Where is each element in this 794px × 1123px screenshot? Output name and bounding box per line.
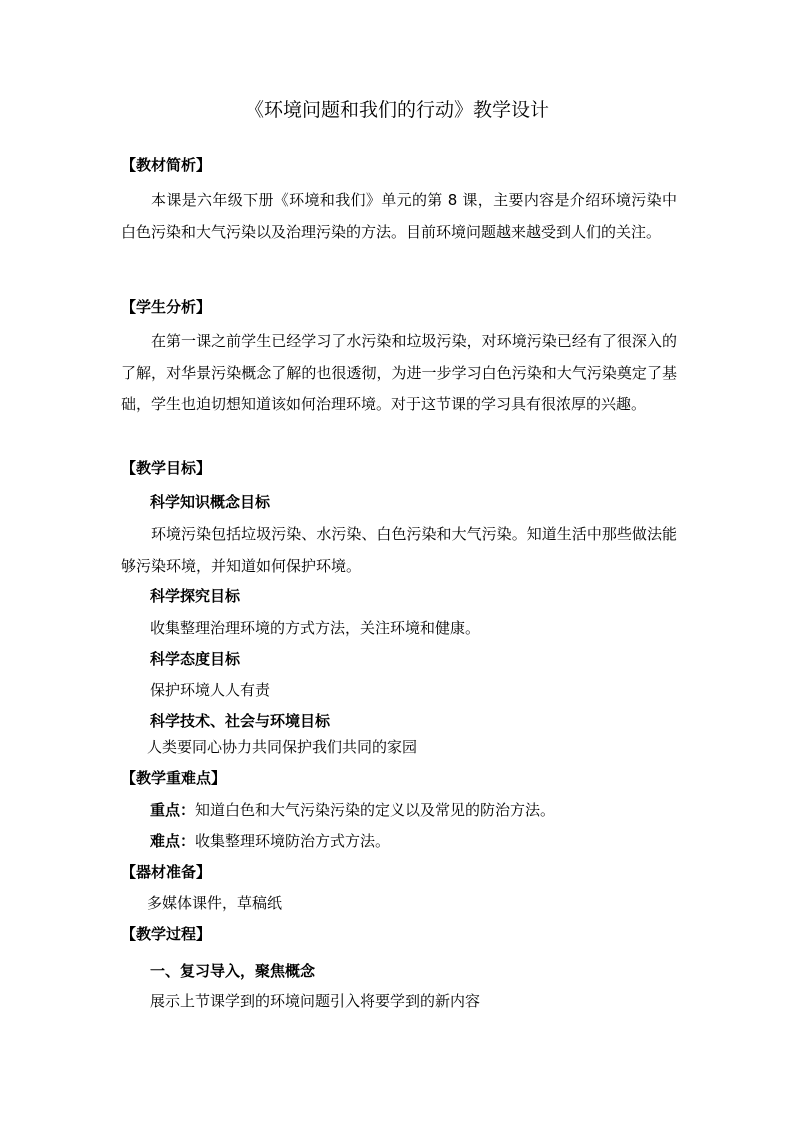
textbook-analysis-paragraph: 本课是六年级下册《环境和我们》单元的第 8 课，主要内容是介绍环境污染中白色污染和大气污染以及治理污染的方法。目前环境问题越来越受到人们的关注。	[121, 191, 677, 241]
key-point-text: 知道白色和大气污染污染的定义以及常见的防治方法。	[195, 801, 556, 819]
attitude-goal-text: 保护环境人人有责	[150, 681, 271, 699]
key-point-line	[150, 800, 555, 820]
textbook-analysis-heading: 【教材简析】	[121, 156, 212, 174]
knowledge-goal-title: 科学知识概念目标	[150, 493, 271, 511]
student-analysis-paragraph: 在第一课之前学生已经学习了水污染和垃圾污染，对环境污染已经有了很深入的了解，对华景污染概念了解的也很透彻，为进一步学习白色污染和大气污染奠定了基础，学生也迫切想知道该如何治理环境。对于这节课的学习具有很浓厚的兴趣。	[121, 332, 677, 413]
inquiry-goal-title: 科学探究目标	[150, 587, 241, 605]
materials-text: 多媒体课件，草稿纸	[147, 894, 283, 912]
key-difficult-heading: 【教学重难点】	[121, 769, 227, 787]
student-analysis-heading: 【学生分析】	[121, 298, 212, 316]
stse-goal-text: 人类要同心协力共同保护我们共同的家园	[147, 738, 418, 756]
difficult-point-line	[150, 831, 390, 851]
difficult-point-label: 难点：	[150, 832, 196, 850]
difficult-point-text: 收集整理环境防治方式方法。	[195, 832, 391, 850]
step1-title: 一、复习导入，聚焦概念	[150, 962, 316, 980]
materials-heading: 【器材准备】	[121, 863, 212, 881]
teaching-goals-heading: 【教学目标】	[121, 459, 212, 477]
inquiry-goal-text: 收集整理治理环境的方式方法，关注环境和健康。	[150, 619, 481, 637]
document-title: 《环境问题和我们的行动》教学设计	[244, 99, 549, 121]
attitude-goal-title: 科学态度目标	[150, 650, 241, 668]
knowledge-goal-paragraph: 环境污染包括垃圾污染、水污染、白色污染和大气污染。知道生活中那些做法能够污染环境，并知道如何保护环境。	[121, 525, 677, 575]
step1-text: 展示上节课学到的环境问题引入将要学到的新内容	[150, 992, 481, 1010]
stse-goal-title: 科学技术、社会与环境目标	[150, 712, 331, 730]
teaching-process-heading: 【教学过程】	[121, 925, 212, 943]
key-point-label: 重点：	[150, 801, 196, 819]
